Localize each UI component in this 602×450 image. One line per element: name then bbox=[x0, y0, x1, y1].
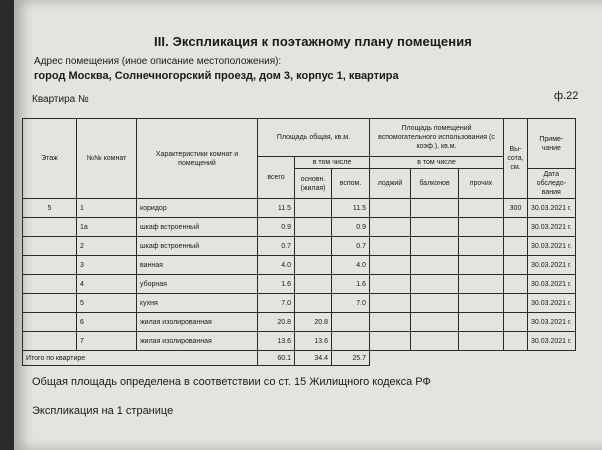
header-height: Вы-сота, см. bbox=[504, 119, 528, 199]
header-incl-1: в том числе bbox=[295, 157, 370, 169]
cell-other bbox=[459, 218, 504, 237]
cell-balcony bbox=[411, 256, 459, 275]
cell-total: 11.5 bbox=[258, 199, 295, 218]
totals-empty bbox=[411, 351, 459, 366]
cell-balcony bbox=[411, 275, 459, 294]
header-room-no: №№ комнат bbox=[77, 119, 137, 199]
cell-balcony bbox=[411, 294, 459, 313]
cell-total: 0.7 bbox=[258, 237, 295, 256]
cell-aux: 1.6 bbox=[332, 275, 370, 294]
totals-main: 34.4 bbox=[295, 351, 332, 366]
cell-loggia bbox=[370, 237, 411, 256]
cell-height: 300 bbox=[504, 199, 528, 218]
cell-other bbox=[459, 294, 504, 313]
cell-floor bbox=[23, 275, 77, 294]
cell-room: 6 bbox=[77, 313, 137, 332]
pages-note: Экспликация на 1 странице bbox=[32, 405, 174, 417]
table-row bbox=[23, 256, 576, 275]
cell-floor bbox=[23, 332, 77, 351]
header-incl-2: в том числе bbox=[370, 157, 504, 169]
cell-main: 20.8 bbox=[295, 313, 332, 332]
cell-aux: 0.9 bbox=[332, 218, 370, 237]
address-label: Адрес помещения (иное описание местоположения): bbox=[34, 56, 282, 67]
cell-name: кухня bbox=[137, 294, 258, 313]
cell-balcony bbox=[411, 313, 459, 332]
cell-balcony bbox=[411, 332, 459, 351]
cell-other bbox=[459, 256, 504, 275]
cell-other bbox=[459, 275, 504, 294]
cell-aux: 11.5 bbox=[332, 199, 370, 218]
cell-aux: 4.0 bbox=[332, 256, 370, 275]
totals-empty bbox=[504, 351, 528, 366]
cell-name: ванная bbox=[137, 256, 258, 275]
header-aux-area: Площадь помещений вспомогательного использования (с коэф.), кв.м. bbox=[370, 119, 504, 157]
cell-total: 4.0 bbox=[258, 256, 295, 275]
cell-height bbox=[504, 218, 528, 237]
cell-floor bbox=[23, 294, 77, 313]
header-main-living: основн. (жилая) bbox=[295, 169, 332, 199]
cell-date: 30.03.2021 г. bbox=[528, 294, 576, 313]
cell-name: уборная bbox=[137, 275, 258, 294]
cell-main bbox=[295, 256, 332, 275]
cell-height bbox=[504, 256, 528, 275]
cell-main bbox=[295, 275, 332, 294]
cell-date: 30.03.2021 г. bbox=[528, 256, 576, 275]
cell-other bbox=[459, 199, 504, 218]
cell-name: шкаф встроенный bbox=[137, 218, 258, 237]
cell-date: 30.03.2021 г. bbox=[528, 332, 576, 351]
cell-name: коридор bbox=[137, 199, 258, 218]
cell-loggia bbox=[370, 313, 411, 332]
cell-date: 30.03.2021 г. bbox=[528, 218, 576, 237]
cell-height bbox=[504, 275, 528, 294]
header-other: прочих bbox=[459, 169, 504, 199]
cell-room: 3 bbox=[77, 256, 137, 275]
cell-main bbox=[295, 294, 332, 313]
cell-balcony bbox=[411, 237, 459, 256]
cell-room: 2 bbox=[77, 237, 137, 256]
address-value: город Москва, Солнечногорский проезд, дом 3, корпус 1, квартира bbox=[34, 70, 399, 82]
table-row bbox=[23, 332, 576, 351]
header-auxiliary: вспом. bbox=[332, 169, 370, 199]
totals-label: Итого по квартире bbox=[23, 351, 258, 366]
explication-table bbox=[22, 118, 576, 366]
cell-loggia bbox=[370, 218, 411, 237]
header-floor: Этаж bbox=[23, 119, 77, 199]
cell-total: 7.0 bbox=[258, 294, 295, 313]
cell-height bbox=[504, 294, 528, 313]
cell-main bbox=[295, 218, 332, 237]
header-survey-date: Дата обследо-вания bbox=[528, 169, 576, 199]
table-row bbox=[23, 237, 576, 256]
cell-floor bbox=[23, 313, 77, 332]
cell-name: жилая изолированная bbox=[137, 313, 258, 332]
form-number: ф.22 bbox=[554, 90, 579, 102]
cell-balcony bbox=[411, 218, 459, 237]
table-row bbox=[23, 294, 576, 313]
table-row bbox=[23, 218, 576, 237]
area-note: Общая площадь определена в соответствии со ст. 15 Жилищного кодекса РФ bbox=[32, 376, 431, 388]
header-balconies: балконов bbox=[411, 169, 459, 199]
cell-room: 7 bbox=[77, 332, 137, 351]
cell-loggia bbox=[370, 256, 411, 275]
cell-floor bbox=[23, 237, 77, 256]
cell-loggia bbox=[370, 275, 411, 294]
cell-other bbox=[459, 313, 504, 332]
header-total: всего bbox=[258, 157, 295, 199]
cell-loggia bbox=[370, 199, 411, 218]
totals-empty bbox=[528, 351, 576, 366]
header-loggias: лоджий bbox=[370, 169, 411, 199]
cell-name: жилая изолированная bbox=[137, 332, 258, 351]
cell-total: 13.6 bbox=[258, 332, 295, 351]
cell-floor: 5 bbox=[23, 199, 77, 218]
totals-empty bbox=[459, 351, 504, 366]
document-page bbox=[14, 0, 602, 450]
cell-height bbox=[504, 237, 528, 256]
header-note: Приме-чание bbox=[528, 119, 576, 169]
cell-room: 4 bbox=[77, 275, 137, 294]
cell-balcony bbox=[411, 199, 459, 218]
cell-main bbox=[295, 199, 332, 218]
totals-empty bbox=[370, 351, 411, 366]
apartment-label: Квартира № bbox=[32, 94, 89, 105]
cell-aux bbox=[332, 332, 370, 351]
table-row bbox=[23, 275, 576, 294]
cell-aux: 0.7 bbox=[332, 237, 370, 256]
cell-date: 30.03.2021 г. bbox=[528, 313, 576, 332]
cell-main: 13.6 bbox=[295, 332, 332, 351]
cell-room: 5 bbox=[77, 294, 137, 313]
cell-room: 1 bbox=[77, 199, 137, 218]
cell-main bbox=[295, 237, 332, 256]
totals-row bbox=[23, 351, 576, 366]
totals-aux: 25.7 bbox=[332, 351, 370, 366]
cell-loggia bbox=[370, 332, 411, 351]
cell-date: 30.03.2021 г. bbox=[528, 199, 576, 218]
table-row bbox=[23, 199, 576, 218]
totals-total: 60.1 bbox=[258, 351, 295, 366]
cell-other bbox=[459, 332, 504, 351]
cell-date: 30.03.2021 г. bbox=[528, 275, 576, 294]
cell-aux bbox=[332, 313, 370, 332]
cell-floor bbox=[23, 256, 77, 275]
header-characteristics: Характеристики комнат и помещений bbox=[137, 119, 258, 199]
document-title: III. Экспликация к поэтажному плану помещения bbox=[154, 34, 472, 49]
table-row bbox=[23, 313, 576, 332]
cell-height bbox=[504, 332, 528, 351]
cell-date: 30.03.2021 г. bbox=[528, 237, 576, 256]
cell-total: 1.6 bbox=[258, 275, 295, 294]
cell-floor bbox=[23, 218, 77, 237]
cell-loggia bbox=[370, 294, 411, 313]
cell-total: 20.8 bbox=[258, 313, 295, 332]
cell-room: 1а bbox=[77, 218, 137, 237]
cell-aux: 7.0 bbox=[332, 294, 370, 313]
cell-other bbox=[459, 237, 504, 256]
cell-height bbox=[504, 313, 528, 332]
cell-total: 0.9 bbox=[258, 218, 295, 237]
cell-name: шкаф встроенный bbox=[137, 237, 258, 256]
header-total-area: Площадь общая, кв.м. bbox=[258, 119, 370, 157]
